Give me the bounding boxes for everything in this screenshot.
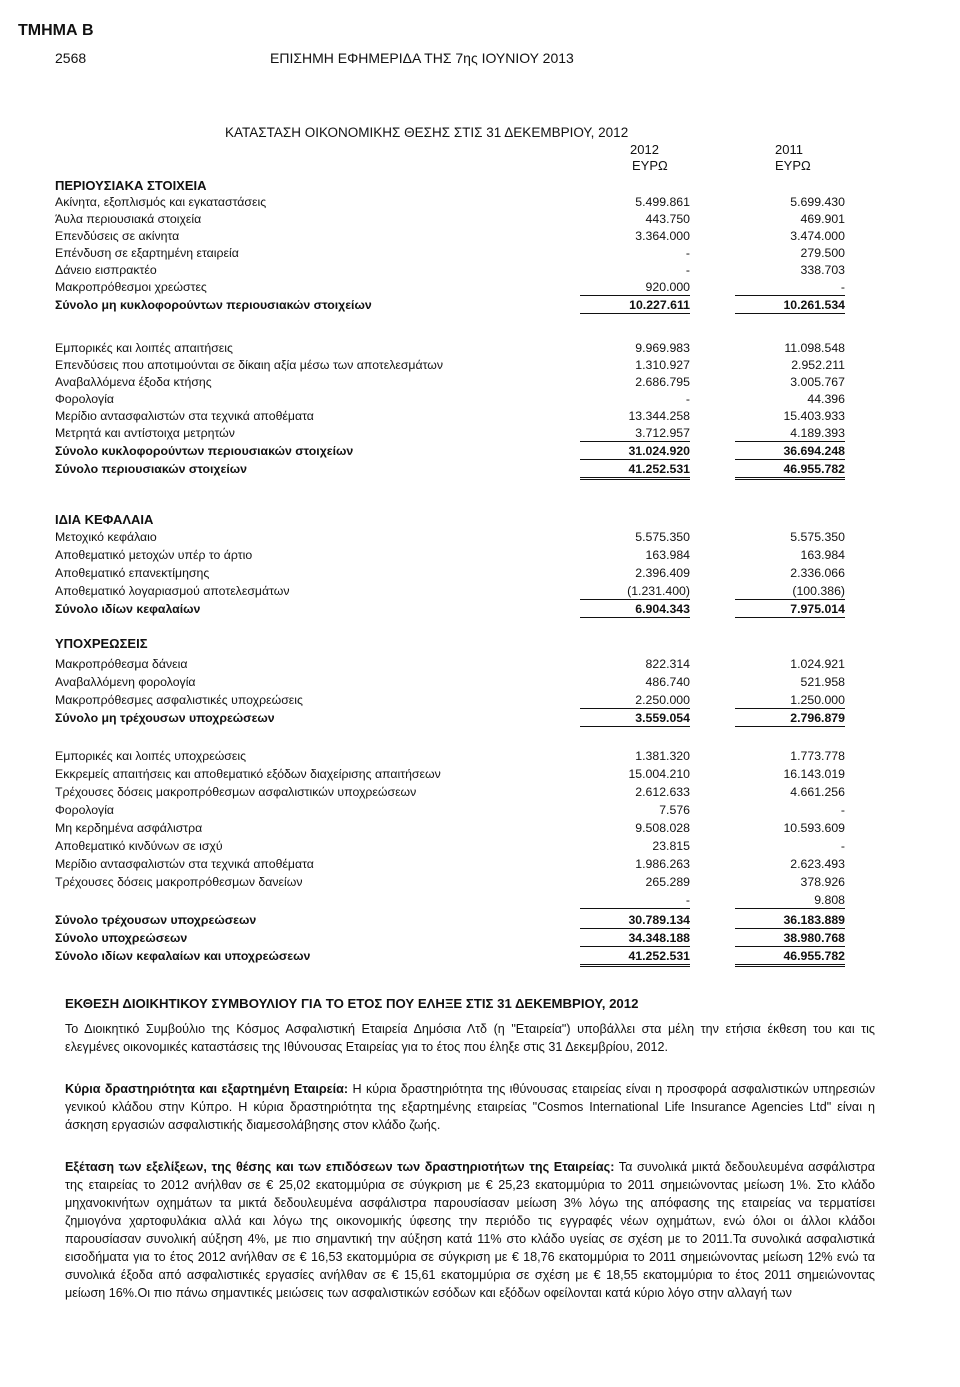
value-2011: 5.699.430 — [790, 195, 845, 209]
row-label: Άυλα περιουσιακά στοιχεία — [55, 212, 202, 226]
value-2012: 30.789.134 — [580, 912, 690, 929]
value-2011: 2.336.066 — [790, 566, 845, 580]
row-label: Επενδύσεις σε ακίνητα — [55, 229, 180, 243]
value-2012: 1.310.927 — [635, 358, 690, 372]
row-label: Σύνολο μη κυκλοφορούντων περιουσιακών στοιχείων — [55, 298, 372, 312]
table-row — [55, 357, 845, 373]
statement-title: ΚΑΤΑΣΤΑΣΗ ΟΙΚΟΝΟΜΙΚΗΣ ΘΕΣΗΣ ΣΤΙΣ 31 ΔΕΚΕΜΒΡΙΟΥ, 2012 — [225, 125, 629, 140]
value-2011: 38.980.768 — [735, 930, 845, 947]
value-2012: 9.969.983 — [635, 341, 690, 355]
value-2012: - — [685, 246, 690, 260]
value-2011: - — [840, 803, 845, 817]
gazette-title: ΕΠΙΣΗΜΗ ΕΦΗΜΕΡΙΔΑ ΤΗΣ 7ης ΙΟΥΝΙΟΥ 2013 — [270, 50, 574, 66]
report-paragraph-activity — [65, 1080, 875, 1134]
value-2011: 378.926 — [800, 875, 845, 889]
value-2012: 822.314 — [645, 657, 690, 671]
value-2012: 920.000 — [580, 279, 690, 296]
value-2012: 15.004.210 — [628, 767, 690, 781]
value-2012: 3.364.000 — [635, 229, 690, 243]
table-row — [55, 211, 845, 227]
table-row — [55, 692, 845, 708]
value-2012: 443.750 — [645, 212, 690, 226]
table-row — [55, 838, 845, 854]
table-row — [55, 194, 845, 210]
paragraph-heading: Εξέταση των εξελίξεων, της θέσης και των επιδόσεων των δραστηριοτήτων της Εταιρείας: — [65, 1160, 615, 1174]
row-label: Σύνολο μη τρέχουσων υποχρεώσεων — [55, 711, 275, 725]
value-2011: 3.005.767 — [790, 375, 845, 389]
paragraph-body: Η κύρια δραστηριότητα της ιθύνουσας εταιρείας είναι η προσφορά ασφαλιστικών υπηρεσιών γενικού κλάδου στην Κύπρο. Η κύρια δραστηριότητα της εξαρτημένης εταιρείας "Cosmos International Life Insurance Agencies Ltd" είναι η άσκηση εργασιών ασφαλιστικής διαμεσολάβησης στον κλάδο ζωής. — [65, 1082, 875, 1132]
value-2011: 36.183.889 — [735, 912, 845, 929]
value-2012: 2.250.000 — [580, 692, 690, 709]
value-2011: 279.500 — [800, 246, 845, 260]
table-row — [55, 802, 845, 818]
value-2011: 1.250.000 — [735, 692, 845, 709]
table-row — [55, 547, 845, 563]
value-2011: 4.189.393 — [735, 425, 845, 442]
row-label: Εμπορικές και λοιπές απαιτήσεις — [55, 341, 233, 355]
paragraph-heading: Κύρια δραστηριότητα και εξαρτημένη Εταιρεία: — [65, 1082, 349, 1096]
value-2012: 31.024.920 — [580, 443, 690, 460]
value-2012: 2.612.633 — [635, 785, 690, 799]
table-row — [55, 748, 845, 764]
value-2012: 13.344.258 — [628, 409, 690, 423]
table-row — [55, 583, 845, 599]
value-2012: 5.499.861 — [635, 195, 690, 209]
row-label: Μερίδιο αντασφαλιστών στα τεχνικά αποθέματα — [55, 857, 314, 871]
value-2012: 9.508.028 — [635, 821, 690, 835]
value-2012: 163.984 — [645, 548, 690, 562]
value-2012: 41.252.531 — [580, 948, 690, 967]
table-row — [55, 766, 845, 782]
value-2012: 1.986.263 — [635, 857, 690, 871]
value-2012: - — [685, 392, 690, 406]
value-2011: 44.396 — [807, 392, 845, 406]
value-2012: 34.348.188 — [580, 930, 690, 947]
row-label: Μη κερδημένα ασφάλιστρα — [55, 821, 203, 835]
table-row — [55, 391, 845, 407]
row-label: Μακροπρόθεσμες ασφαλιστικές υποχρεώσεις — [55, 693, 303, 707]
row-label: Μετοχικό κεφάλαιο — [55, 530, 157, 544]
table-row — [55, 784, 845, 800]
value-2012: 6.904.343 — [580, 601, 690, 618]
value-2011: 7.975.014 — [735, 601, 845, 618]
table-row — [55, 374, 845, 390]
value-2012: 41.252.531 — [580, 461, 690, 480]
value-2012: 486.740 — [645, 675, 690, 689]
table-row — [55, 279, 845, 295]
table-row — [55, 262, 845, 278]
value-2011: 521.958 — [800, 675, 845, 689]
value-2011: - — [840, 839, 845, 853]
row-label: Αποθεματικό λογαριασμού αποτελεσμάτων — [55, 584, 290, 598]
value-2011: 469.901 — [800, 212, 845, 226]
col1-year: 2012 — [630, 142, 659, 157]
value-2012: 265.289 — [645, 875, 690, 889]
value-2012: 5.575.350 — [635, 530, 690, 544]
row-label: Σύνολο ιδίων κεφαλαίων και υποχρεώσεων — [55, 949, 311, 963]
report-paragraph-review — [65, 1158, 875, 1302]
value-2011: - — [735, 279, 845, 296]
subtotal-row — [55, 930, 845, 946]
value-2011: 10.593.609 — [783, 821, 845, 835]
equity-heading: ΙΔΙΑ ΚΕΦΑΛΑΙΑ — [55, 512, 154, 527]
paragraph-body: Τα συνολικά μικτά δεδουλευμένα ασφάλιστρα της εταιρείας το 2012 ανήλθαν σε € 25,02 εκατομμύρια σε σύγκριση με € 25,23 εκατομμύρια το 2011 σημειώνοντας μείωση 1%. Στο κλάδο μηχανοκινήτων οχημάτων τα μικτά δεδουλευμένα ασφάλιστρα παρουσίασαν μείωση 3% λόγω της απόφασης της εταιρείας να τερματίσει ζημιογόνα χαρτοφυλάκια αλλά και λόγω της οικονομικής ύφεσης την περιόδο τις εγγραφές νέων οχημάτων, ενώ όλοι οι άλλοι κλάδοι παρουσίασαν συνολική αύξηση 4%, με πιο σημαντική την αύξηση κατά 11% στο κλάδο υγείας σε σχέση με το 2011.Τα συνολικά ασφαλιστικά εισοδήματα για το έτος 2012 ανήλθαν σε € 16,53 εκατομμύρια σε σύγκριση με € 18,76 εκατομμύρια το 2011 σημειώνοντας μείωση 12% ενώ τα συνολικά έξοδα από ασφαλιστικές εργασίες ανήλθαν σε € 15,61 εκατομμύρια σε σχέση με € 18,55 εκατομμύρια το έτος 2011 σημειώνοντας μείωση 16%.Οι πιο πάνω σημαντικές μειώσεις των ασφαλιστικών εσόδων και εξόδων οφείλονται κατά κύριο λόγο στην αλλαγή των — [65, 1160, 875, 1300]
table-row — [55, 656, 845, 672]
value-2011: 16.143.019 — [783, 767, 845, 781]
subtotal-row — [55, 912, 845, 928]
value-2011: 3.474.000 — [790, 229, 845, 243]
row-label: Φορολογία — [55, 803, 115, 817]
col2-unit: ΕΥΡΩ — [775, 158, 811, 173]
table-row — [55, 425, 845, 441]
table-row — [55, 408, 845, 424]
row-label: Αποθεματικό επανεκτίμησης — [55, 566, 210, 580]
row-label: Τρέχουσες δόσεις μακροπρόθεσμων ασφαλιστικών υποχρεώσεων — [55, 785, 417, 799]
value-2011: 5.575.350 — [790, 530, 845, 544]
table-row — [55, 856, 845, 872]
value-2011: 15.403.933 — [783, 409, 845, 423]
value-2011: 4.661.256 — [790, 785, 845, 799]
value-2011: 10.261.534 — [735, 297, 845, 314]
table-row — [55, 820, 845, 836]
row-label: Μακροπρόθεσμα δάνεια — [55, 657, 188, 671]
subtotal-row — [55, 710, 845, 726]
value-2011: 46.955.782 — [735, 948, 845, 967]
row-label: Σύνολο ιδίων κεφαλαίων — [55, 602, 201, 616]
table-row — [55, 892, 845, 908]
row-label: Αναβαλλόμενη φορολογία — [55, 675, 196, 689]
value-2012: 2.396.409 — [635, 566, 690, 580]
row-label: Σύνολο κυκλοφορούντων περιουσιακών στοιχείων — [55, 444, 354, 458]
value-2011: (100.386) — [735, 583, 845, 600]
value-2012: 3.712.957 — [580, 425, 690, 442]
liabilities-heading: ΥΠΟΧΡΕΩΣΕΙΣ — [55, 636, 148, 651]
value-2012: 1.381.320 — [635, 749, 690, 763]
row-label: Ακίνητα, εξοπλισμός και εγκαταστάσεις — [55, 195, 267, 209]
value-2012: 10.227.611 — [580, 297, 690, 314]
col1-unit: ΕΥΡΩ — [632, 158, 668, 173]
value-2012: 7.576 — [659, 803, 690, 817]
subtotal-row — [55, 601, 845, 617]
row-label: Δάνειο εισπρακτέο — [55, 263, 157, 277]
row-label: Σύνολο περιουσιακών στοιχείων — [55, 462, 247, 476]
row-label: Εμπορικές και λοιπές υποχρεώσεις — [55, 749, 247, 763]
row-label: Αναβαλλόμενα έξοδα κτήσης — [55, 375, 212, 389]
total-row — [55, 948, 845, 964]
value-2011: 46.955.782 — [735, 461, 845, 480]
row-label: Σύνολο τρέχουσων υποχρεώσεων — [55, 913, 257, 927]
row-label: Φορολογία — [55, 392, 115, 406]
value-2011: 2.623.493 — [790, 857, 845, 871]
value-2011: 1.773.778 — [790, 749, 845, 763]
report-paragraph-intro: Το Διοικητικό Συμβούλιο της Κόσμος Ασφαλιστική Εταιρεία Δημόσια Λτδ (η "Εταιρεία") υποβάλλει στα μέλη την ετήσια έκθεση του και τις ελεγμένες οικονομικές καταστάσεις της Ιθύνουσας Εταιρείας για το έτος που έληξε στις 31 Δεκεμβρίου, 2012. — [65, 1022, 875, 1054]
value-2012: 23.815 — [652, 839, 690, 853]
value-2012: - — [580, 892, 690, 909]
value-2012: 3.559.054 — [580, 710, 690, 727]
value-2011: 1.024.921 — [790, 657, 845, 671]
table-row — [55, 340, 845, 356]
total-row — [55, 461, 845, 477]
value-2011: 2.952.211 — [791, 358, 845, 372]
value-2011: 2.796.879 — [735, 710, 845, 727]
row-label: Μακροπρόθεσμοι χρεώστες — [55, 280, 207, 294]
row-label: Σύνολο υποχρεώσεων — [55, 931, 188, 945]
table-row — [55, 674, 845, 690]
row-label: Μερίδιο αντασφαλιστών στα τεχνικά αποθέματα — [55, 409, 314, 423]
table-row — [55, 565, 845, 581]
value-2012: 2.686.795 — [635, 375, 690, 389]
table-row — [55, 529, 845, 545]
value-2011: 36.694.248 — [735, 443, 845, 460]
section-label: ΤΜΗΜΑ Β — [18, 22, 94, 39]
subtotal-row — [55, 443, 845, 459]
row-label: Εκκρεμείς απαιτήσεις και αποθεματικό εξόδων διαχείρισης απαιτήσεων — [55, 767, 441, 781]
value-2011: 338.703 — [800, 263, 845, 277]
assets-heading: ΠΕΡΙΟΥΣΙΑΚΑ ΣΤΟΙΧΕΙΑ — [55, 178, 207, 193]
value-2012: (1.231.400) — [580, 583, 690, 600]
col2-year: 2011 — [775, 142, 803, 157]
value-2011: 11.098.548 — [784, 341, 845, 355]
report-title: ΕΚΘΕΣΗ ΔΙΟΙΚΗΤΙΚΟΥ ΣΥΜΒΟΥΛΙΟΥ ΓΙΑ ΤΟ ΕΤΟΣ ΠΟΥ ΕΛΗΞΕ ΣΤΙΣ 31 ΔΕΚΕΜΒΡΙΟΥ, 2012 — [65, 996, 639, 1011]
value-2011: 163.984 — [800, 548, 845, 562]
table-row — [55, 228, 845, 244]
page-number: 2568 — [55, 50, 87, 66]
row-label: Τρέχουσες δόσεις μακροπρόθεσμων δανείων — [55, 875, 303, 889]
row-label: Αποθεματικό μετοχών υπέρ το άρτιο — [55, 548, 253, 562]
table-row — [55, 245, 845, 261]
subtotal-row — [55, 297, 845, 313]
row-label: Μετρητά και αντίστοιχα μετρητών — [55, 426, 235, 440]
value-2012: - — [685, 263, 690, 277]
row-label: Αποθεματικό κινδύνων σε ισχύ — [55, 839, 223, 853]
row-label: Επένδυση σε εξαρτημένη εταιρεία — [55, 246, 239, 260]
table-row — [55, 874, 845, 890]
row-label: Επενδύσεις που αποτιμούνται σε δίκαιη αξία μέσω των αποτελεσμάτων — [55, 358, 444, 372]
value-2011: 9.808 — [735, 892, 845, 909]
